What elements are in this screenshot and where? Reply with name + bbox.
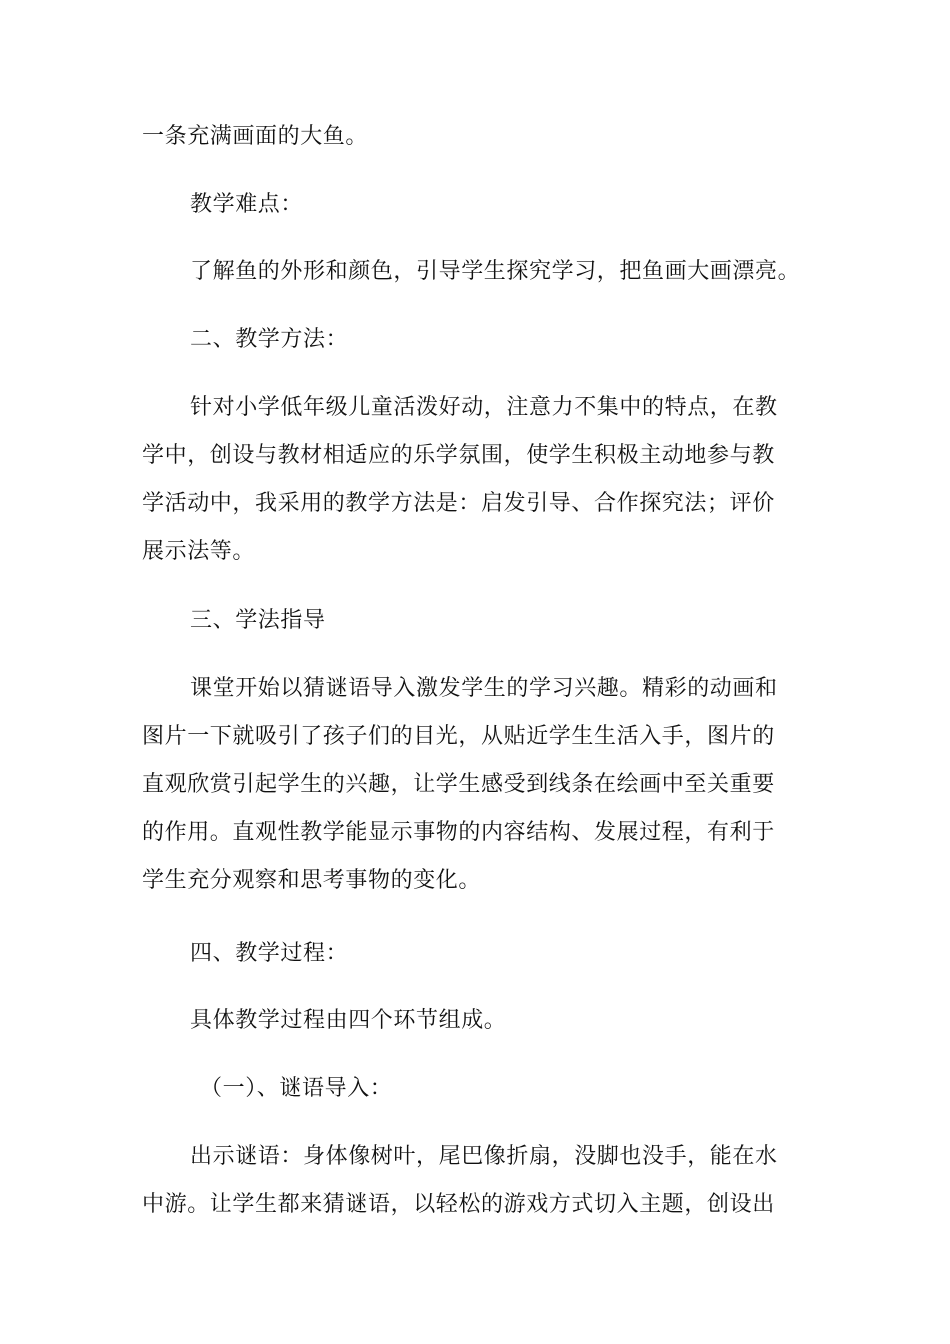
heading-teaching-difficulty: 教学难点： bbox=[190, 192, 304, 217]
paragraph-line: 一条充满画面的大鱼。 bbox=[142, 124, 369, 149]
paragraph-line: 具体教学过程由四个环节组成。 bbox=[190, 1008, 507, 1033]
paragraph-line: 出示谜语：身体像树叶，尾巴像折扇，没脚也没手，能在水 bbox=[190, 1144, 778, 1169]
heading-teaching-process: 四、教学过程： bbox=[190, 941, 349, 966]
subheading-riddle-intro: （一）、谜语导入： bbox=[200, 1076, 393, 1101]
paragraph-line: 中游。让学生都来猜谜语，以轻松的游戏方式切入主题，创设出 bbox=[142, 1192, 775, 1217]
paragraph-line: 针对小学低年级儿童活泼好动，注意力不集中的特点，在教 bbox=[190, 395, 778, 420]
paragraph-line: 的作用。直观性教学能显示事物的内容结构、发展过程，有利于 bbox=[142, 820, 775, 845]
heading-teaching-methods: 二、教学方法： bbox=[190, 327, 349, 352]
paragraph-line: 课堂开始以猜谜语导入激发学生的学习兴趣。精彩的动画和 bbox=[190, 676, 778, 701]
paragraph-line: 学中，创设与教材相适应的乐学氛围，使学生积极主动地参与教 bbox=[142, 443, 775, 468]
paragraph-line: 了解鱼的外形和颜色，引导学生探究学习，把鱼画大画漂亮。 bbox=[190, 259, 801, 284]
paragraph-line: 直观欣赏引起学生的兴趣，让学生感受到线条在绘画中至关重要 bbox=[142, 772, 775, 797]
paragraph-line: 学活动中，我采用的教学方法是：启发引导、合作探究法；评价 bbox=[142, 491, 775, 516]
paragraph-line: 图片一下就吸引了孩子们的目光，从贴近学生生活入手，图片的 bbox=[142, 724, 775, 749]
heading-study-guidance: 三、学法指导 bbox=[190, 608, 326, 633]
paragraph-line: 学生充分观察和思考事物的变化。 bbox=[142, 868, 482, 893]
paragraph-line: 展示法等。 bbox=[142, 539, 256, 564]
